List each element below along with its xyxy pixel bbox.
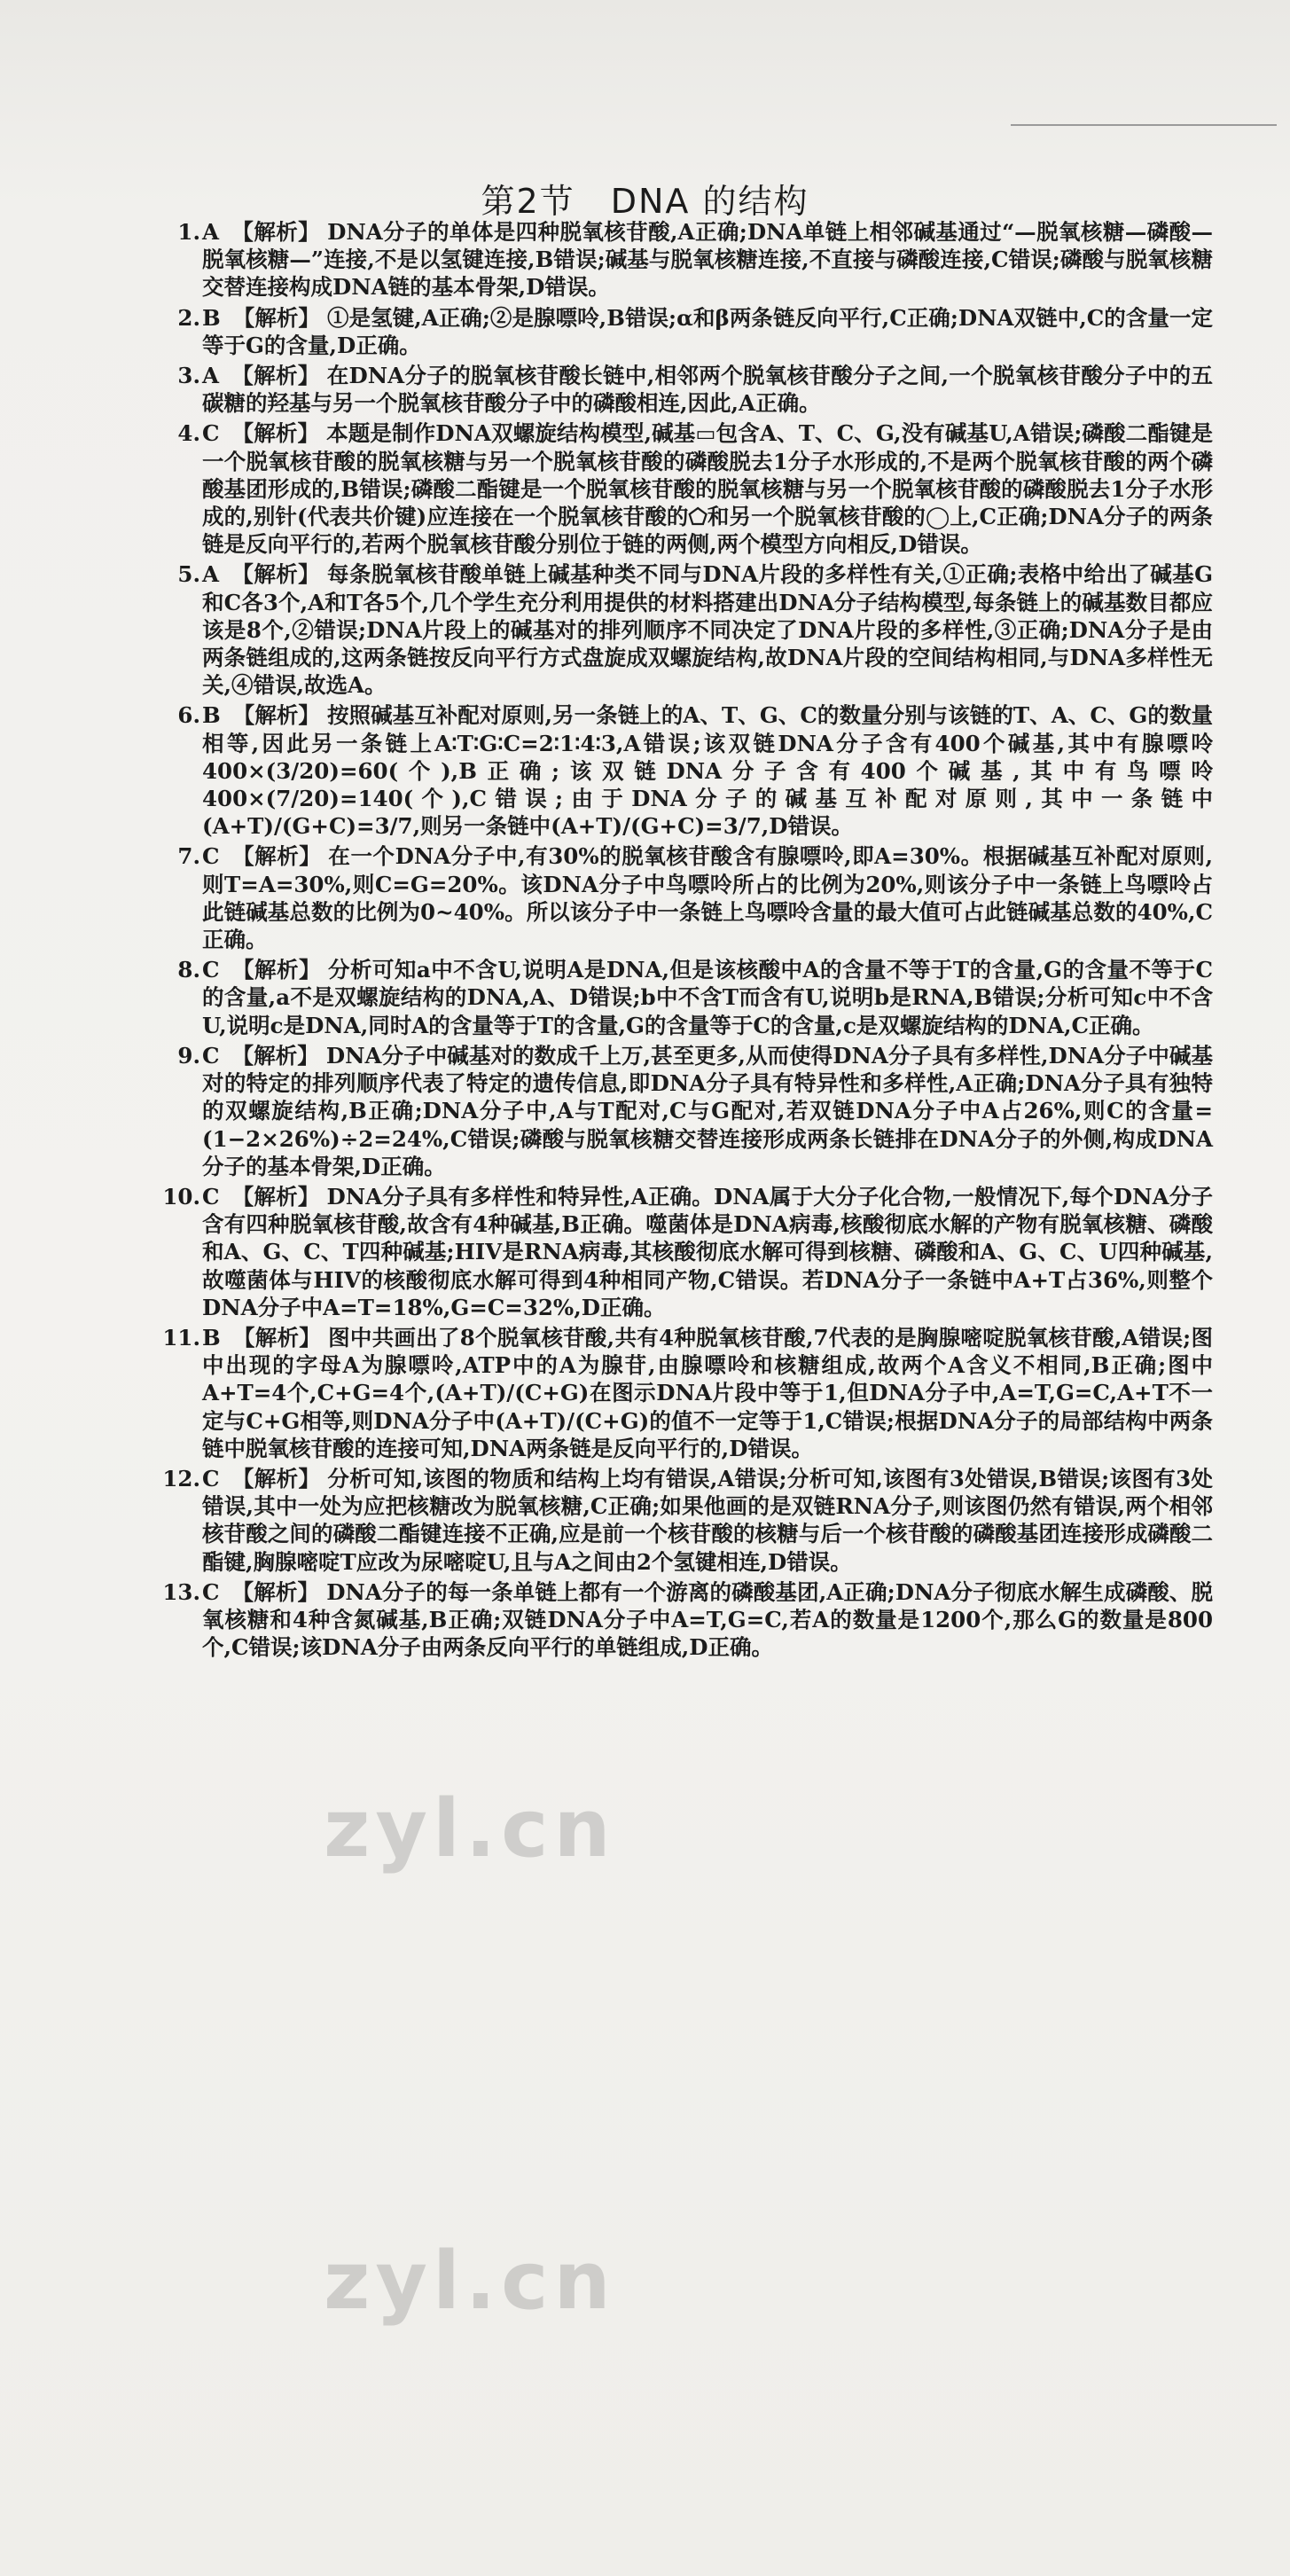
analysis-tag: 【解析】 xyxy=(231,1578,320,1605)
item-explanation: 分析可知a中不含U,说明A是DNA,但是该核酸中A的含量不等于T的含量,G的含量不等于C的含量,a不是双螺旋结构的DNA,A、D错误;b中不含T而含有U,说明b是RNA,B错误;分析可知c中不含U,说明c是DNA,同时A的含量等于T的含量,G的含量等于C的含量,c是双螺旋结构的DNA,C正确。 xyxy=(202,957,1213,1038)
item-answer: A xyxy=(202,363,220,389)
analysis-tag: 【解析】 xyxy=(231,219,321,245)
analysis-tag: 【解析】 xyxy=(231,420,320,447)
analysis-tag: 【解析】 xyxy=(231,561,321,588)
item-explanation: 在一个DNA分子中,有30%的脱氧核苷酸含有腺嘌呤,即A=30%。根据碱基互补配对原则,则T=A=30%,则C=G=20%。该DNA分子中鸟嘌呤所占的比例为20%,则该分子中一条链上鸟嘌呤占此链碱基总数的比例为0~40%。所以该分子中一条链上鸟嘌呤含量的最大值可占此链碱基总数的40%,C正确。 xyxy=(202,843,1213,953)
answer-item xyxy=(177,304,1213,359)
item-answer: B xyxy=(202,702,221,729)
analysis-tag: 【解析】 xyxy=(231,843,322,870)
analysis-tag: 【解析】 xyxy=(232,1324,322,1351)
answer-item xyxy=(177,560,1213,699)
item-number: 6. xyxy=(177,702,200,729)
analysis-tag: 【解析】 xyxy=(232,702,320,729)
item-number: 3. xyxy=(177,363,200,389)
item-explanation: DNA分子具有多样性和特异性,A正确。DNA属于大分子化合物,一般情况下,每个DNA分子含有四种脱氧核苷酸,故含有4种碱基,B正确。噬菌体是DNA病毒,核酸彻底水解的产物有脱氧核糖、磷酸和A、G、C、T四种碱基;HIV是RNA病毒,其核酸彻底水解可得到核糖、磷酸和A、G、C、U四种碱基,故噬菌体与HIV的核酸彻底水解可得到4种相同产物,C错误。若DNA分子一条链中A+T占36%,则整个DNA分子中A=T=18%,G=C=32%,D正确。 xyxy=(202,1183,1213,1320)
item-answer: B xyxy=(202,1324,221,1351)
answer-list xyxy=(162,218,1214,1664)
answer-item xyxy=(162,1578,1213,1662)
item-explanation: 分析可知,该图的物质和结构上均有错误,A错误;分析可知,该图有3处错误,B错误;该图有3处错误,其中一处为应把核糖改为脱氧核糖,C正确;如果他画的是双链RNA分子,则该图仍然有错误,两个相邻核苷酸之间的磷酸二酯键连接不正确,应是前一个核苷酸的核糖与后一个核苷酸的磷酸基团连接形成磷酸二酯键,胸腺嘧啶T应改为尿嘧啶U,且与A之间由2个氢键相连,D错误。 xyxy=(202,1465,1214,1575)
item-number: 12. xyxy=(162,1465,200,1492)
analysis-tag: 【解析】 xyxy=(231,1183,320,1210)
answer-item xyxy=(177,419,1214,558)
item-explanation: 每条脱氧核苷酸单链上碱基种类不同与DNA片段的多样性有关,①正确;表格中给出了碱基G和C各3个,A和T各5个,几个学生充分利用提供的材料搭建出DNA分子结构模型,每条链上的碱基数目都应该是8个,②错误;DNA片段上的碱基对的排列顺序不同决定了DNA片段的多样性,③正确;DNA分子是由两条链组成的,这两条链按反向平行方式盘旋成双螺旋结构,故DNA片段的空间结构相同,与DNA多样性无关,④错误,故选A。 xyxy=(202,561,1213,699)
item-answer: C xyxy=(202,420,220,447)
answer-item xyxy=(177,956,1213,1039)
analysis-tag: 【解析】 xyxy=(231,957,321,983)
item-number: 8. xyxy=(177,957,200,983)
item-number: 4. xyxy=(177,420,200,447)
header-rule xyxy=(1011,124,1277,126)
section-title: 第2节 DNA 的结构 xyxy=(481,182,809,221)
item-number: 7. xyxy=(177,843,200,870)
answer-item xyxy=(177,362,1213,417)
item-number: 1. xyxy=(177,219,200,245)
item-number: 11. xyxy=(162,1324,200,1351)
answer-item xyxy=(162,1183,1213,1321)
item-answer: C xyxy=(202,957,220,983)
item-explanation: DNA分子中碱基对的数成千上万,甚至更多,从而使得DNA分子具有多样性,DNA分子中碱基对的特定的排列顺序代表了特定的遗传信息,即DNA分子具有特异性和多样性,A正确;DNA分子具有独特的双螺旋结构,B正确;DNA分子中,A与T配对,C与G配对,若双链DNA分子中A占26%,则C的含量=(1−2×26%)÷2=24%,C错误;磷酸与脱氧核糖交替连接形成两条长链排在DNA分子的外侧,构成DNA分子的基本骨架,D正确。 xyxy=(202,1042,1214,1179)
analysis-tag: 【解析】 xyxy=(232,304,320,331)
item-explanation: DNA分子的单体是四种脱氧核苷酸,A正确;DNA单链上相邻碱基通过“—脱氧核糖—磷酸—脱氧核糖—”连接,不是以氢键连接,B错误;碱基与脱氧核糖连接,不直接与磷酸连接,C错误;磷酸与脱氧核糖交替连接构成DNA链的基本骨架,D错误。 xyxy=(202,219,1213,301)
item-explanation: 按照碱基互补配对原则,另一条链上的A、T、G、C的数量分别与该链的T、A、C、G的数量相等,因此另一条链上A∶T∶G∶C=2∶1∶4∶3,A错误;该双链DNA分子含有400个碱基,其中有腺嘌呤400×(3/20)=60(个),B正确;该双链DNA分子含有400个碱基,其中有鸟嘌呤400×(7/20)=140(个),C错误;由于DNA分子的碱基互补配对原则,其中一条链中(A+T)/(G+C)=3/7,则另一条链中(A+T)/(G+C)=3/7,D错误。 xyxy=(202,702,1214,840)
item-answer: C xyxy=(202,1183,220,1210)
analysis-tag: 【解析】 xyxy=(231,1465,321,1492)
analysis-tag: 【解析】 xyxy=(231,363,320,389)
analysis-tag: 【解析】 xyxy=(231,1042,319,1069)
answer-item xyxy=(162,1465,1214,1576)
item-answer: A xyxy=(202,219,220,245)
answer-item xyxy=(177,218,1213,301)
watermark: zyl.cn xyxy=(324,1782,616,1875)
item-number: 10. xyxy=(162,1183,200,1210)
item-answer: C xyxy=(202,843,220,870)
item-explanation: 在DNA分子的脱氧核苷酸长链中,相邻两个脱氧核苷酸分子之间,一个脱氧核苷酸分子中的五碳糖的羟基与另一个脱氧核苷酸分子中的磷酸相连,因此,A正确。 xyxy=(202,363,1213,417)
item-number: 9. xyxy=(177,1042,200,1069)
item-number: 2. xyxy=(177,304,200,331)
item-number: 13. xyxy=(162,1578,200,1605)
item-explanation: DNA分子的每一条单链上都有一个游离的磷酸基团,A正确;DNA分子彻底水解生成磷酸、脱氧核糖和4种含氮碱基,B正确;双链DNA分子中A=T,G=C,若A的数量是1200个,那么G的数量是800个,C错误;该DNA分子由两条反向平行的单链组成,D正确。 xyxy=(202,1578,1213,1661)
item-answer: B xyxy=(202,304,221,331)
item-number: 5. xyxy=(177,561,200,588)
answer-item xyxy=(177,1042,1214,1180)
answer-item xyxy=(162,1324,1213,1462)
answer-item xyxy=(177,701,1214,840)
item-explanation: ①是氢键,A正确;②是腺嘌呤,B错误;α和β两条链反向平行,C正确;DNA双链中,C的含量一定等于G的含量,D正确。 xyxy=(202,304,1213,358)
item-explanation: 图中共画出了8个脱氧核苷酸,共有4种脱氧核苷酸,7代表的是胸腺嘧啶脱氧核苷酸,A错误;图中出现的字母A为腺嘌呤,ATP中的A为腺苷,由腺嘌呤和核糖组成,故两个A含义不相同,B正确;图中A+T=4个,C+G=4个,(A+T)/(C+G)在图示DNA片段中等于1,但DNA分子中,A=T,G=C,A+T不一定与C+G相等,则DNA分子中(A+T)/(C+G)的值不一定等于1,C错误;根据DNA分子的局部结构中两条链中脱氧核苷酸的连接可知,DNA两条链是反向平行的,D错误。 xyxy=(202,1324,1213,1461)
item-answer: C xyxy=(202,1465,220,1492)
answer-item xyxy=(177,842,1213,953)
item-answer: C xyxy=(202,1578,220,1605)
item-explanation: 本题是制作DNA双螺旋结构模型,碱基▭包含A、T、C、G,没有碱基U,A错误;磷酸二酯键是一个脱氧核苷酸的脱氧核糖与另一个脱氧核苷酸的磷酸脱去1分子水形成的,不是两个脱氧核苷酸的两个磷酸基团形成的,B错误;磷酸二酯键是一个脱氧核苷酸的脱氧核糖与另一个脱氧核苷酸的磷酸脱去1分子水形成的,别针(代表共价键)应连接在一个脱氧核苷酸的⬠和另一个脱氧核苷酸的◯上,C正确;DNA分子的两条链是反向平行的,若两个脱氧核苷酸分别位于链的两侧,两个模型方向相反,D错误。 xyxy=(202,420,1214,558)
watermark: zyl.cn xyxy=(324,2235,616,2328)
item-answer: A xyxy=(202,561,220,588)
item-answer: C xyxy=(202,1042,220,1069)
